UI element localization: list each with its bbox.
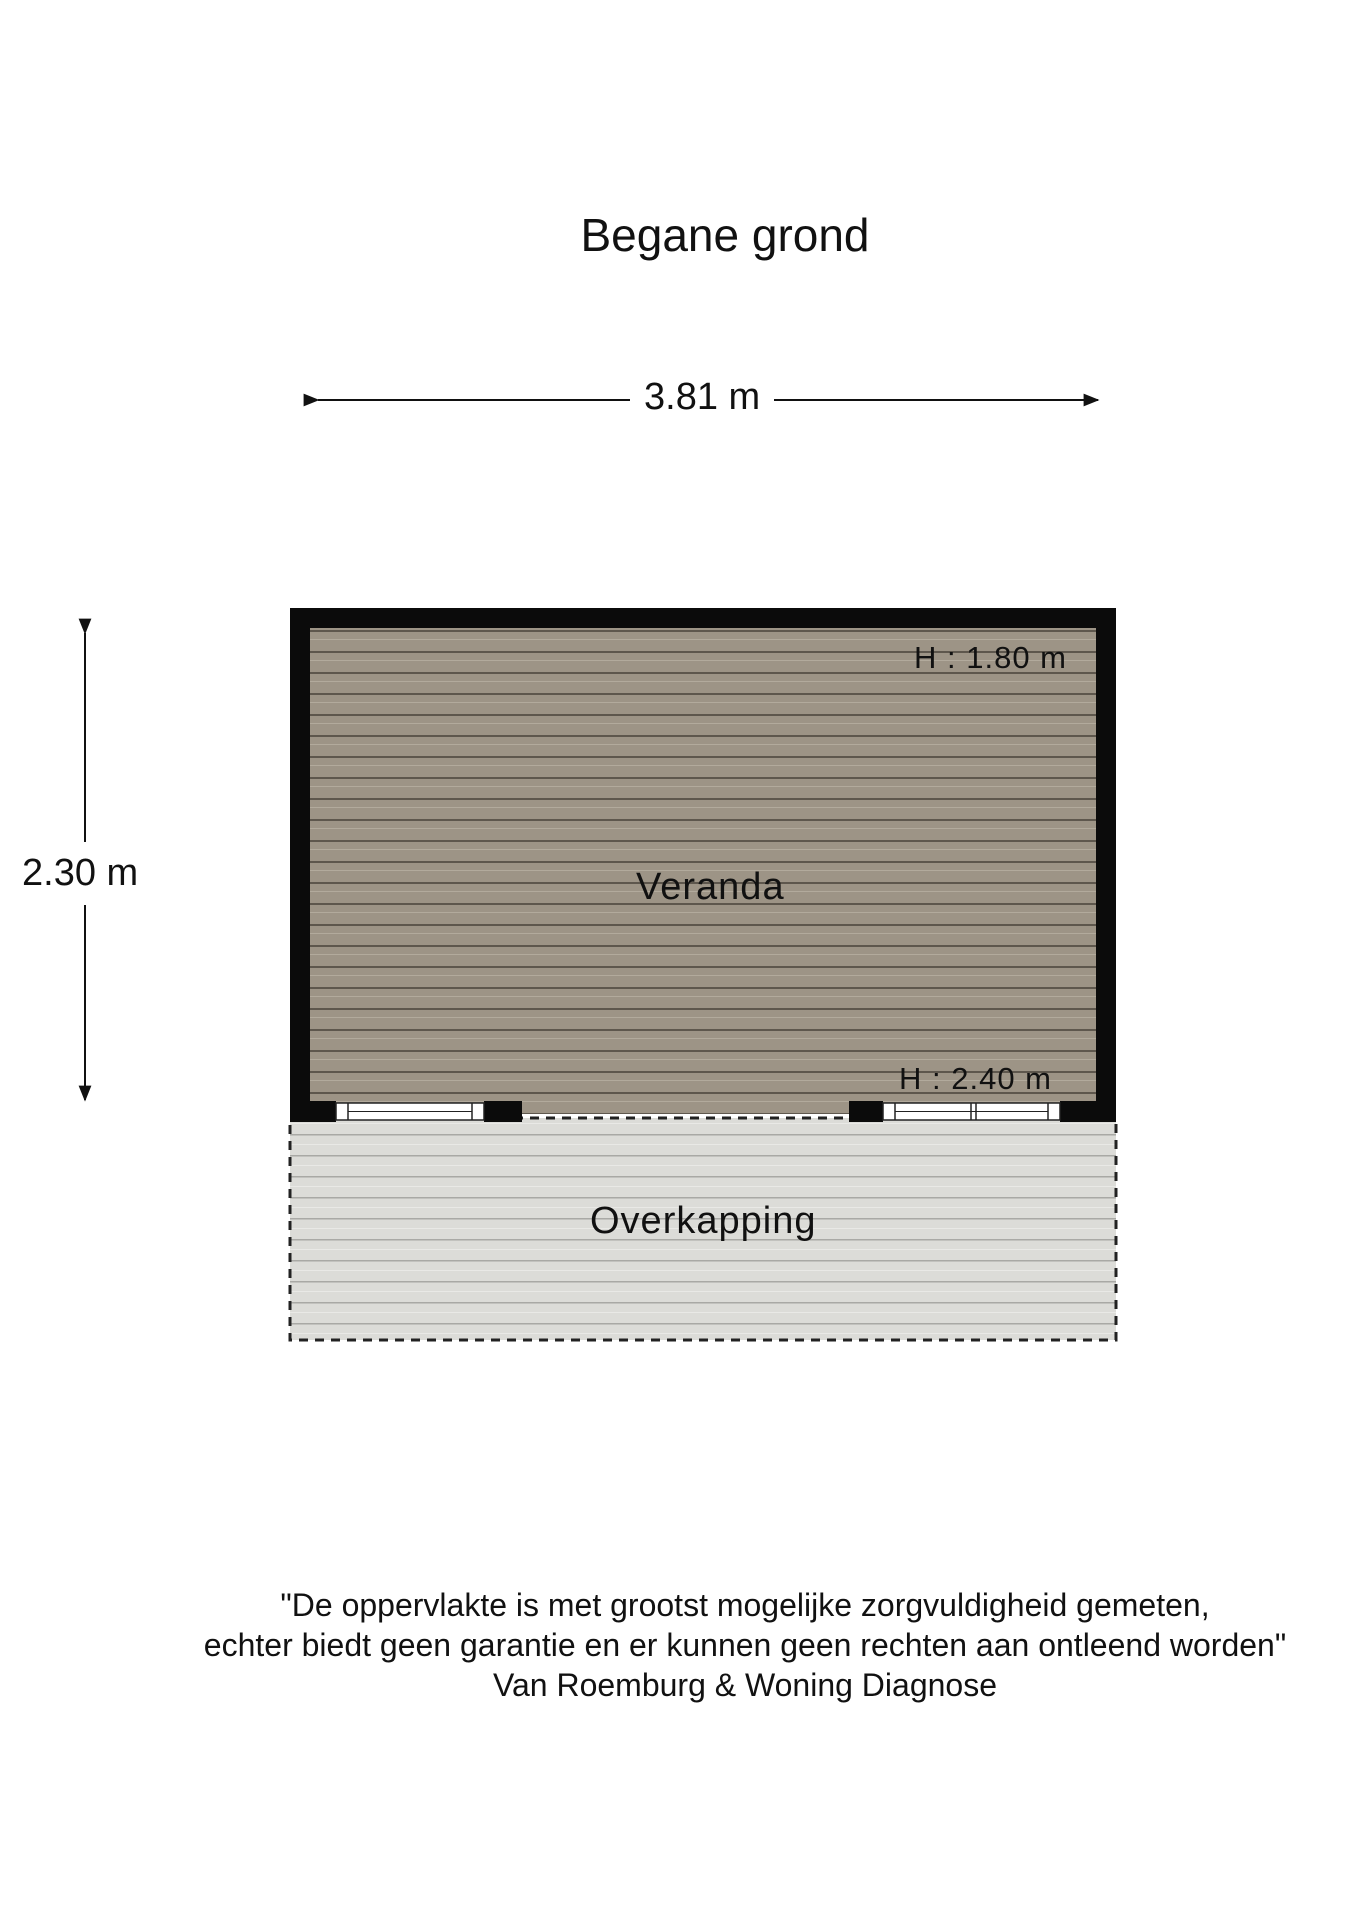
wall-right <box>1096 608 1116 1122</box>
width-dimension-label: 3.81 m <box>630 376 774 419</box>
depth-dimension-label: 2.30 m <box>16 842 144 905</box>
disclaimer-line-1: "De oppervlakte is met grootst mogelijke zorgvuldigheid gemeten, <box>280 1587 1210 1623</box>
disclaimer <box>0 1585 1358 1705</box>
veranda-label: Veranda <box>636 866 785 908</box>
wall-left <box>290 608 310 1122</box>
overkapping-label: Overkapping <box>590 1200 817 1242</box>
window-right <box>883 1103 1060 1120</box>
window-left <box>336 1103 484 1120</box>
wall-top <box>290 608 1116 628</box>
veranda-height-top: H : 1.80 m <box>914 640 1067 675</box>
veranda-height-bottom: H : 2.40 m <box>899 1061 1052 1096</box>
veranda-room <box>290 608 1116 1122</box>
floor-title: Begane grond <box>580 209 870 261</box>
disclaimer-line-2: echter biedt geen garantie en er kunnen geen rechten aan ontleend worden" <box>203 1627 1287 1663</box>
disclaimer-line-3: Van Roemburg & Woning Diagnose <box>493 1667 997 1703</box>
